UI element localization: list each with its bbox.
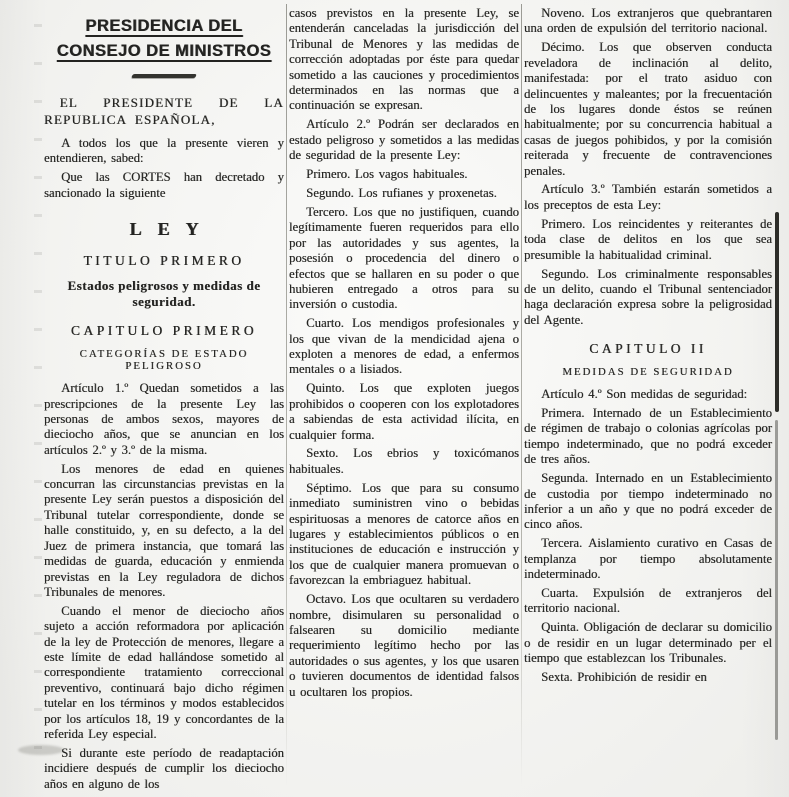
small-caps-heading: CATEGORÍAS DE ESTADO PELIGROSO [79,348,249,373]
scan-artifact-right-fold-dark [775,212,779,412]
column-rule [286,4,287,786]
paragraph: Que las CORTES han decretado y sancionado la siguiente [44,170,284,200]
law-title: LEY [129,219,215,240]
title-subheading: Estados peligrosos y medidas de seguridad. [67,278,261,310]
paragraph: Segundo. Los rufianes y proxenetas. [306,185,497,200]
salutation-line: EL PRESIDENTE DE LA REPUBLICA ESPAÑOLA, [44,95,284,127]
scan-artifact-smudge [18,745,64,755]
paragraph-continuation: casos previstos en la presente Ley, se entenderán canceladas la jurisdicción del Tribunal de Menores y las medidas de corrección adoptadas por éste para quedar sometido a las cauciones y procedimientos determinados en las normas que a continuación se expresan. [289,6,519,113]
paragraph: Tercero. Los que no justifiquen, cuando legítimamente fueren requeridos para ello por las autoridades y sus agentes, la posesión o procedencia del dinero o efectos que se hallaren en su poder o que hubieren entregado a otros para su inversión o custodia. [289,204,519,312]
paragraph: Primero. Los vagos habituales. [306,167,468,182]
paragraph: Primera. Internado de un Establecimiento de régimen de trabajo o colonias agrícolas por tiempo indeterminado, que no podrá exceder de tres años. [524,406,772,467]
text-column-middle [289,4,519,794]
paragraph: Décimo. Los que observen conducta reveladora de inclinación al delito, manifestada: por el trato asiduo con delincuentes y maleantes; por la frecuentación de los lugares donde éstos se reúnen habitualmente; por su concurrencia habitual a casas de juegos pohibidos, y por la comisión reiterada y frecuente de contravenciones penales. [524,40,772,178]
text-column-right [524,4,772,794]
paragraph: Tercera. Aislamiento curativo en Casas de templanza por tiempo absolutamente indeterminado. [524,536,772,582]
paragraph: Noveno. Los extranjeros que quebrantaren una orden de expulsión del territorio nacional. [524,6,772,36]
paragraph: Artículo 3.º También estarán sometidos a los preceptos de esta Ley: [524,182,772,212]
paragraph: Cuarto. Los mendigos profesionales y los que vivan de la mendicidad ajena o exploten a menores de edad, a enfermos mentales o a lisiados. [289,316,519,377]
paragraph: Segunda. Internado en un Establecimiento de custodia por tiempo indeterminado no inferior a un año y que no podrá exceder de cinco años. [524,471,772,532]
paragraph: Séptimo. Los que para su consumo inmediato suministren vino o bebidas espirituosas a menores de catorce años en lugares y establecimientos públicos o en instituciones de educación e instrucción y los que de cualquier manera promuevan o favorezcan la embriaguez habitual. [289,480,519,588]
paragraph: Los menores de edad en quienes concurran las circunstancias previstas en la presente Ley serán puestos a disposición del Tribunal tutelar correspondiente, donde se halle constituido, y, en su defecto, a la del Juez de primera instancia, que tomará las medidas de guarda, educación y enmienda previstas en la Ley reguladora de dichos Tribunales de menores. [44,461,284,599]
paragraph: Primero. Los reincidentes y reiterantes de toda clase de delitos en los que sea presumible la habitualidad criminal. [524,216,772,262]
paragraph: Octavo. Los que ocultaren su verdadero nombre, disimularen su personalidad o falsearen su domicilio mediante requerimiento legítimo hecho por las autoridades o sus agentes, y los que usaren o tuvieren documentos de identidad falsos u ocultaren los propios. [289,592,519,699]
paragraph: Quinto. Los que exploten juegos prohibidos o cooperen con los explotadores a sabiendas de esta actividad ilícita, en cualquier forma. [289,381,519,442]
gazette-page [44,4,772,794]
paragraph: Artículo 1.º Quedan sometidos a las prescripciones de la presente Ley las personas de ambos sexos, mayores de dieciocho años, que se anuncian en los artículos 2.º y 3.º de la misma. [44,381,284,457]
scan-artifact-left-edge [34,10,42,750]
column-rule [521,4,522,786]
paragraph: Cuando el menor de dieciocho años sujeto a acción reformadora por aplicación de la ley de Protección de menores, llegare a este límite de edad hallándose sometido al correspondiente tratamiento correccional preventivo, continuará bajo dicho régimen tutelar en los términos y modos establecidos por los artículos 18, 19 y concordantes de la referida Ley especial. [44,603,284,742]
text-column-left [44,4,284,794]
paragraph: Sexta. Prohibición de residir en [541,670,707,685]
scan-artifact-right-fold-light [775,420,778,740]
chapter-heading: CAPITULO II [589,341,707,357]
paragraph: Artículo 2.º Podrán ser declarados en estado peligroso y sometidos a las medidas de seguridad de la presente Ley: [289,117,519,163]
paragraph: Sexto. Los ebrios y toxicómanos habituales. [289,446,519,476]
paragraph: Quinta. Obligación de declarar su domicilio o de residir en un lugar determinado per el tiempo que establezcan los Tribunales. [524,620,772,666]
chapter-heading: CAPITULO PRIMERO [70,323,258,339]
section-masthead: PRESIDENCIA DEL CONSEJO DE MINISTROS [56,17,272,60]
paragraph: Cuarta. Expulsión de extranjeros del territorio nacional. [524,586,772,616]
paragraph: Si durante este período de readaptación incidiere después de cumplir los dieciocho años en alguno de los [44,745,284,791]
paragraph: Artículo 4.º Son medidas de seguridad: [541,387,748,402]
paragraph: A todos los que la presente vieren y entendieren, sabed: [44,136,284,166]
chapter-heading: TITULO PRIMERO [83,253,245,269]
divider-ornament [131,74,197,78]
small-caps-heading: MEDIDAS DE SEGURIDAD [562,366,734,379]
paragraph: Segundo. Los criminalmente responsables de un delito, cuando el Tribunal sentenciador haga declaración expresa sobre la peligrosidad del Agente. [524,266,772,327]
